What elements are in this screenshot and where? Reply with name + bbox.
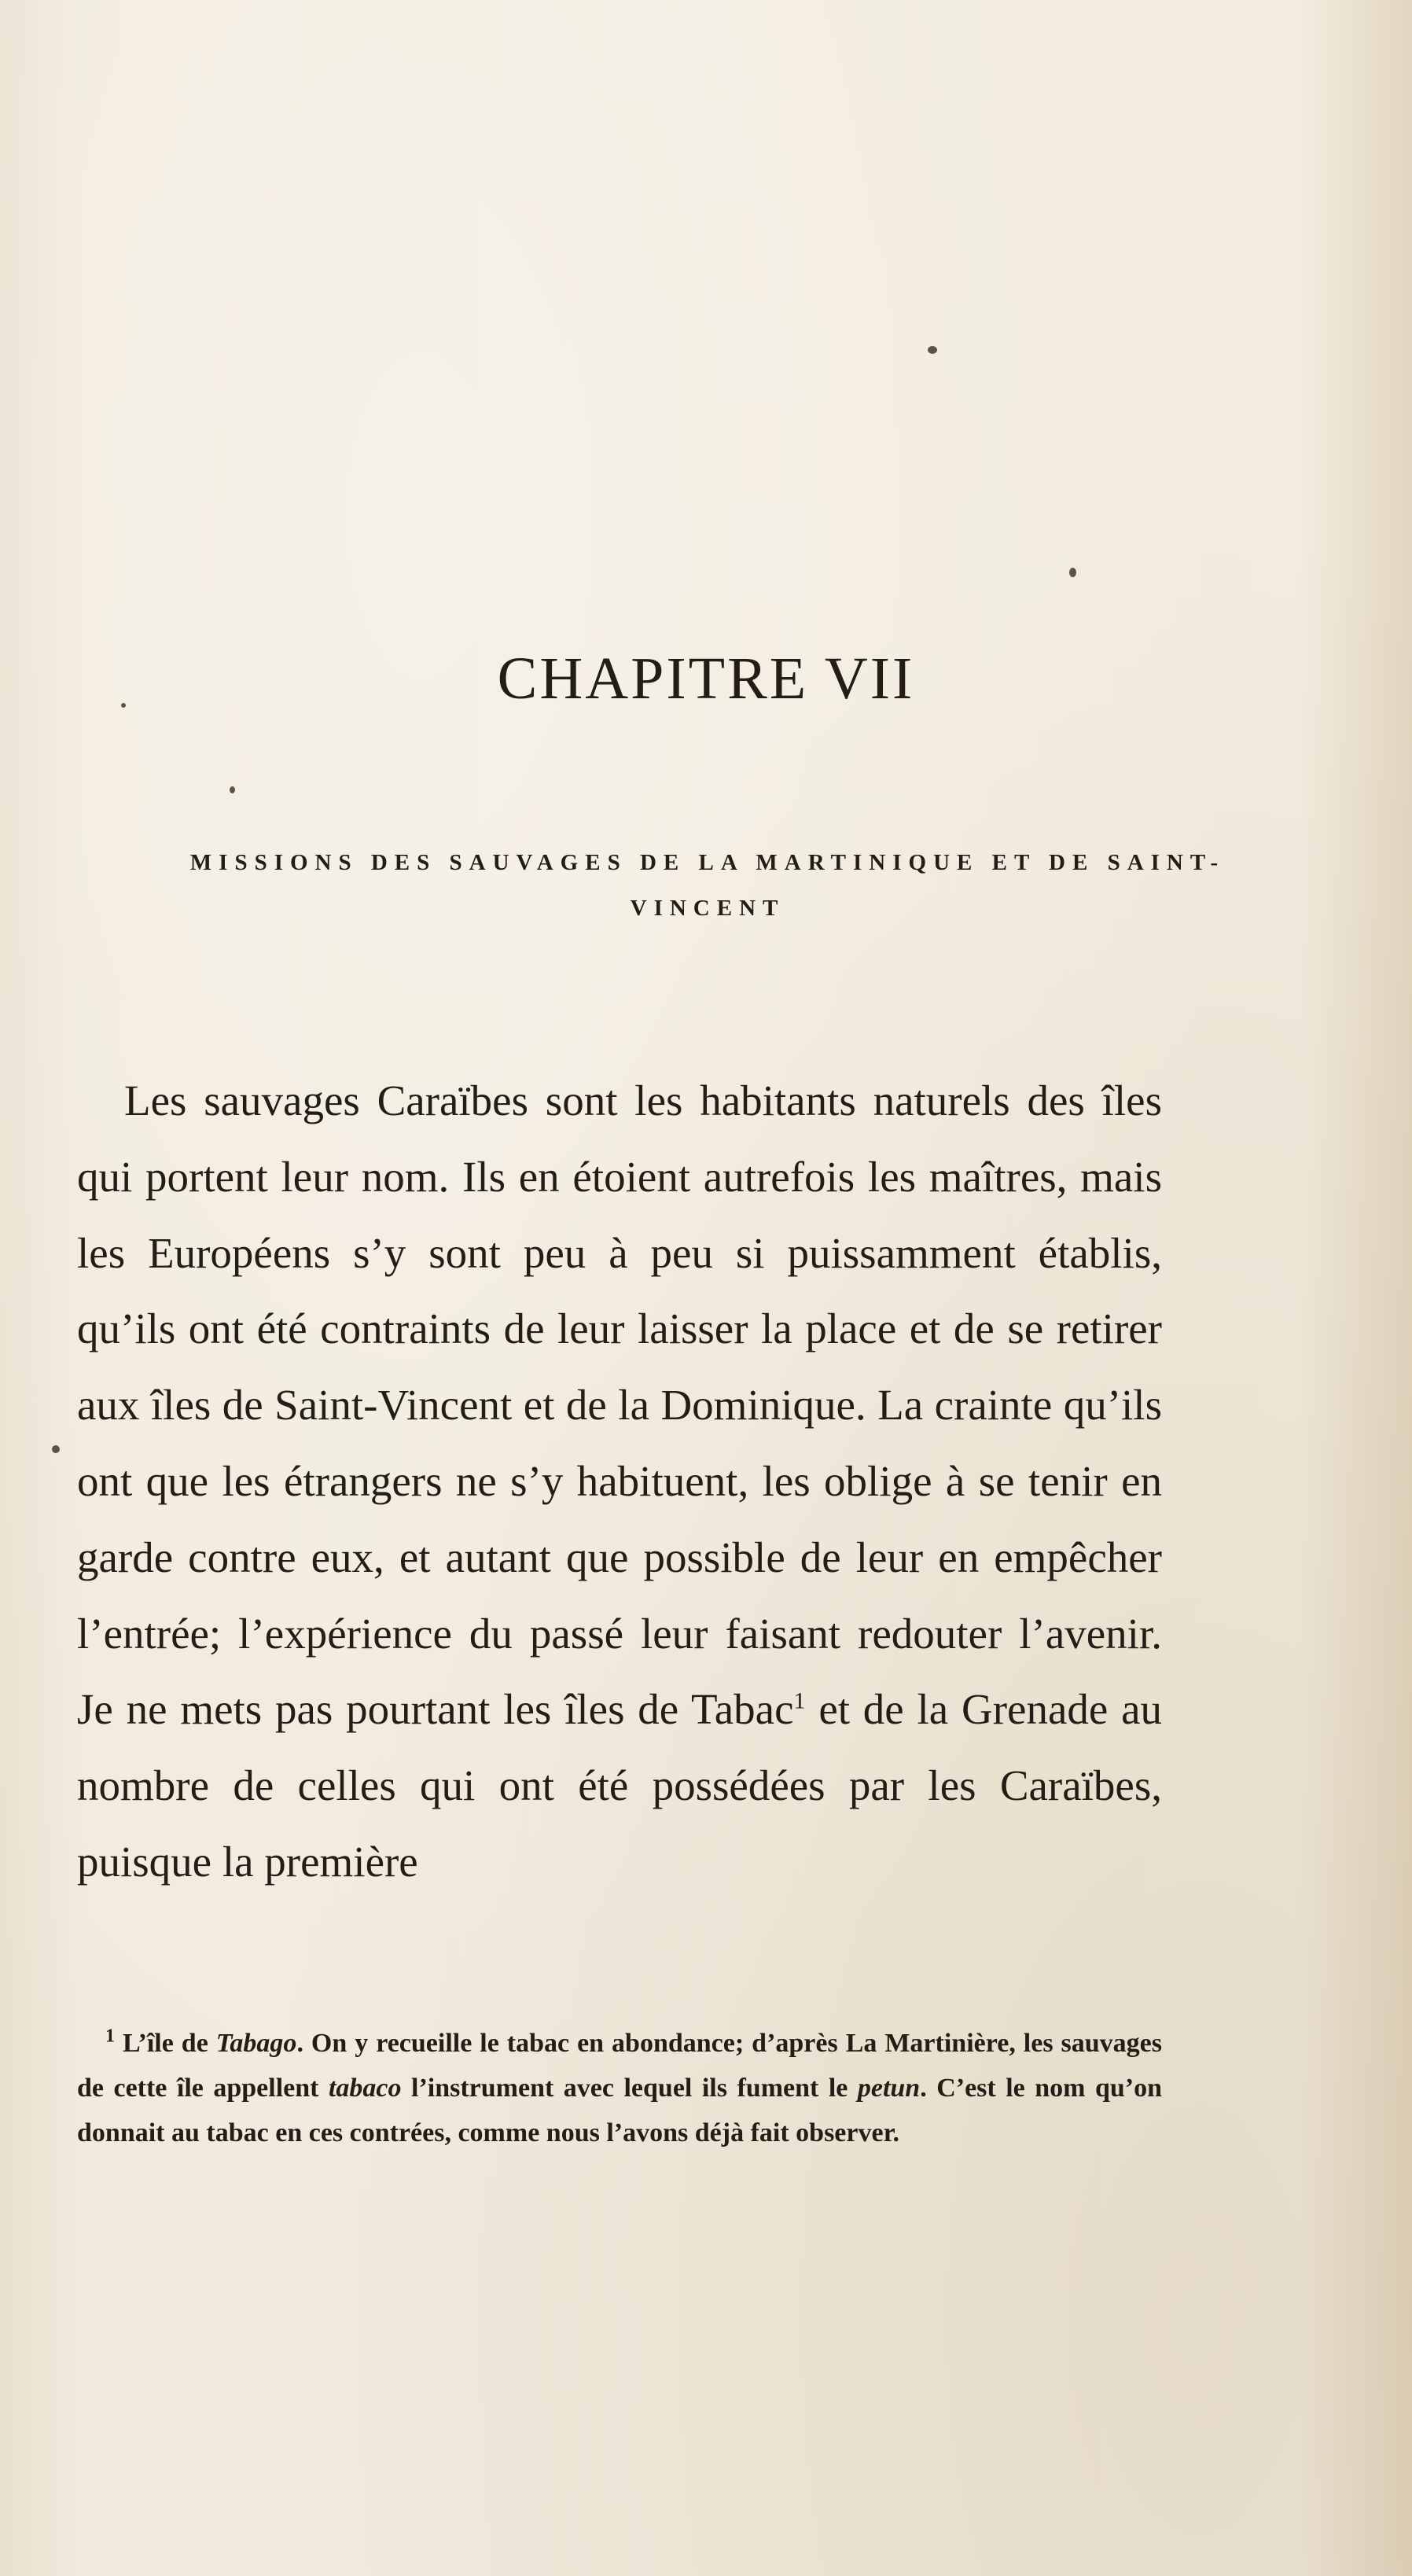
paper-speck xyxy=(1069,568,1076,577)
chapter-title: CHAPITRE VII xyxy=(497,646,915,712)
paper-speck xyxy=(928,346,937,354)
body-text-after-ref: et de la Grenade au nombre de celles qui ont été possédées par les Caraïbes, puisque la première xyxy=(77,1685,1163,1886)
footnote-number: 1 xyxy=(105,2026,115,2047)
footnote-term-tabaco: tabaco xyxy=(328,2074,402,2103)
paper-speck xyxy=(52,1445,60,1453)
paper-speck xyxy=(121,703,126,708)
body-text-before-ref: Les sauvages Caraïbes sont les habitants naturels des îles qui portent leur nom. Ils en étoient autrefois les maîtres, mais les Européens s’y sont peu à peu si puissamment établis, qu’ils ont été contraints de leur laisser la place et de se retirer aux îles de Saint-Vincent et de la Dominique. La crainte qu’ils ont que les étrangers ne s’y habituent, les oblige à se tenir en garde contre eux, et autant que possible de leur en empêcher l’entrée; l’expérience du passé leur faisant redouter l’avenir. Je ne mets pas pourtant les îles de Tabac xyxy=(77,1076,1162,1734)
footnote-text-2: . On y recueille le tabac en abondance; d’après La Martinière, les sauvages de cette île appellent xyxy=(77,2029,1162,2103)
body-paragraph xyxy=(77,1063,1162,1901)
chapter-subtitle: MISSIONS DES SAUVAGES DE LA MARTINIQUE ET DE SAINT-VINCENT xyxy=(189,850,1226,921)
footnote-text-4: . C’est le nom qu’on donnait au tabac en ces contrées, comme nous l’avons déjà fait observer. xyxy=(77,2074,1162,2147)
paper-speck xyxy=(230,786,235,793)
footnote-term-petun: petun xyxy=(857,2074,921,2103)
footnote-reference: 1 xyxy=(793,1688,806,1715)
footnote xyxy=(77,2021,1162,2155)
footnote-text-1: L’île de xyxy=(115,2029,216,2058)
footnote-term-tabago: Tabago xyxy=(215,2029,297,2058)
footnote-text-3: l’instrument avec lequel ils fument le xyxy=(401,2074,858,2103)
